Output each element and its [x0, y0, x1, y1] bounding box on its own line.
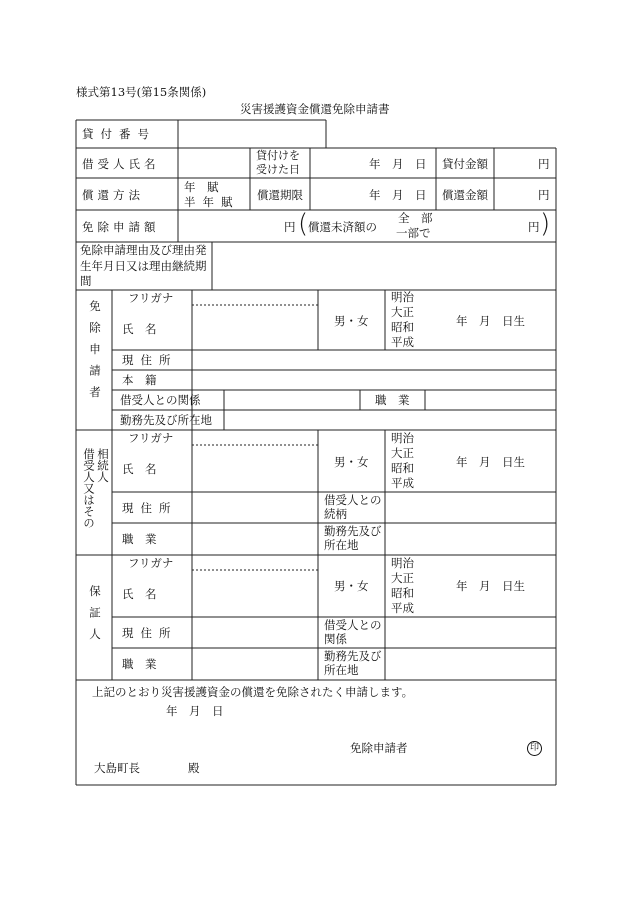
reason-field[interactable]	[214, 243, 554, 289]
heir-name-label: 氏 名	[122, 462, 157, 476]
applicant-occupation-field[interactable]	[427, 391, 554, 409]
guarantor-birthdate[interactable]: 年 月 日生	[456, 579, 525, 593]
heir-furigana-label: フリガナ	[128, 431, 174, 445]
close-bracket: )	[540, 209, 551, 239]
heir-occupation-field[interactable]	[194, 524, 316, 554]
honorific: 殿	[188, 761, 200, 775]
loan-received-date-label: 貸付けを受けた日	[256, 149, 300, 176]
applicant-occupation-label: 職 業	[375, 393, 410, 407]
applicant-era-showa[interactable]: 昭和	[391, 320, 414, 334]
applicant-era-taisho[interactable]: 大正	[391, 305, 414, 319]
applicant-era-meiji[interactable]: 明治	[391, 290, 414, 304]
seal-icon: 印	[527, 741, 542, 756]
guarantor-era-heisei[interactable]: 平成	[391, 601, 414, 615]
exemption-yen: 円	[284, 220, 296, 234]
applicant-relation-label: 借受人との関係	[120, 393, 201, 407]
loan-number-field[interactable]	[180, 121, 325, 147]
heir-relationship-label: 借受人との続柄	[324, 493, 382, 522]
guarantor-era-meiji[interactable]: 明治	[391, 556, 414, 570]
repaid-amount-label: 償還金額	[442, 188, 488, 202]
heir-workplace-field[interactable]	[387, 524, 554, 554]
applicant-birthdate[interactable]: 年 月 日生	[456, 314, 525, 328]
guarantor-sex[interactable]: 男・女	[334, 579, 369, 593]
loan-amount-label: 貸付金額	[442, 157, 488, 171]
guarantor-relation-label: 借受人との関係	[324, 618, 382, 647]
applicant-sex[interactable]: 男・女	[334, 314, 369, 328]
guarantor-workplace-label: 勤務先及び所在地	[324, 649, 382, 678]
applicant-era-heisei[interactable]: 平成	[391, 335, 414, 349]
guarantor-furigana-label: フリガナ	[128, 556, 174, 570]
heir-occupation-label: 職 業	[122, 532, 157, 546]
reason-label: 免除申請理由及び理由発生年月日又は理由継続期間	[80, 243, 207, 288]
option-all[interactable]: 全 部	[398, 211, 433, 225]
applicant-address-field[interactable]	[194, 351, 554, 369]
unpaid-prefix: 償還未済額の	[308, 220, 377, 234]
applicant-name-field[interactable]	[194, 306, 316, 349]
partial-yen: 円	[528, 220, 540, 234]
applicant-domicile-field[interactable]	[194, 371, 554, 389]
applicant-address-label: 現住所	[122, 353, 178, 367]
option-partial[interactable]: 一部で	[396, 226, 431, 240]
heir-name-field[interactable]	[194, 446, 316, 491]
addressee: 大島町長	[94, 761, 140, 775]
form-number: 様式第13号(第15条関係)	[76, 85, 207, 99]
applicant-relation-field[interactable]	[226, 391, 358, 409]
loan-number-label: 貸付番号	[82, 127, 156, 141]
applicant-section-label: 免除申請者	[88, 300, 102, 408]
heir-address-field[interactable]	[194, 493, 316, 522]
form-title: 災害援護資金償還免除申請書	[240, 102, 390, 116]
heir-section-label-1: 借受人又はその	[82, 448, 96, 529]
heir-address-label: 現住所	[122, 501, 178, 515]
guarantor-address-label: 現住所	[122, 626, 178, 640]
repayment-method-label: 償還方法	[82, 188, 144, 202]
heir-era-taisho[interactable]: 大正	[391, 446, 414, 460]
guarantor-section-label: 保証人	[88, 585, 102, 650]
borrower-name-label: 借受人氏名	[82, 157, 160, 171]
applicant-name-label: 氏 名	[122, 322, 157, 336]
method-year[interactable]: 年 賦	[184, 180, 219, 194]
application-date[interactable]: 年 月 日	[166, 704, 224, 718]
guarantor-name-label: 氏 名	[122, 587, 157, 601]
heir-relationship-field[interactable]	[387, 493, 554, 522]
method-half-year[interactable]: 半年賦	[184, 195, 240, 209]
heir-era-meiji[interactable]: 明治	[391, 431, 414, 445]
guarantor-era-taisho[interactable]: 大正	[391, 571, 414, 585]
guarantor-name-field[interactable]	[194, 571, 316, 616]
borrower-name-field[interactable]	[180, 149, 249, 177]
guarantor-occupation-field[interactable]	[194, 649, 316, 679]
exemption-amount-field[interactable]	[180, 211, 280, 241]
heir-section-label-2: 相続人	[96, 448, 110, 483]
exemption-amount-label: 免除申請額	[82, 220, 160, 234]
guarantor-workplace-field[interactable]	[387, 649, 554, 679]
repaid-amount-yen: 円	[538, 188, 550, 202]
repayment-period-label: 償還期限	[257, 188, 303, 202]
heir-workplace-label: 勤務先及び所在地	[324, 524, 382, 553]
applicant-workplace-label: 勤務先及び所在地	[120, 413, 212, 427]
heir-era-heisei[interactable]: 平成	[391, 476, 414, 490]
applicant-signature-field[interactable]	[416, 737, 516, 757]
applicant-workplace-field[interactable]	[226, 411, 554, 429]
applicant-domicile-label: 本 籍	[122, 373, 157, 387]
guarantor-era-showa[interactable]: 昭和	[391, 586, 414, 600]
repayment-period-date[interactable]: 年 月 日	[369, 188, 427, 202]
guarantor-relation-field[interactable]	[387, 618, 554, 647]
applicant-furigana-label: フリガナ	[128, 291, 174, 305]
application-statement: 上記のとおり災害援護資金の償還を免除されたく申請します。	[92, 685, 414, 699]
heir-birthdate[interactable]: 年 月 日生	[456, 455, 525, 469]
guarantor-address-field[interactable]	[194, 618, 316, 647]
heir-sex[interactable]: 男・女	[334, 455, 369, 469]
open-bracket: (	[298, 209, 309, 239]
loan-amount-field[interactable]	[496, 149, 536, 177]
loan-amount-yen: 円	[538, 157, 550, 171]
applicant-signature-label: 免除申請者	[350, 741, 408, 755]
loan-received-date[interactable]: 年 月 日	[369, 157, 427, 171]
guarantor-occupation-label: 職 業	[122, 657, 157, 671]
heir-era-showa[interactable]: 昭和	[391, 461, 414, 475]
